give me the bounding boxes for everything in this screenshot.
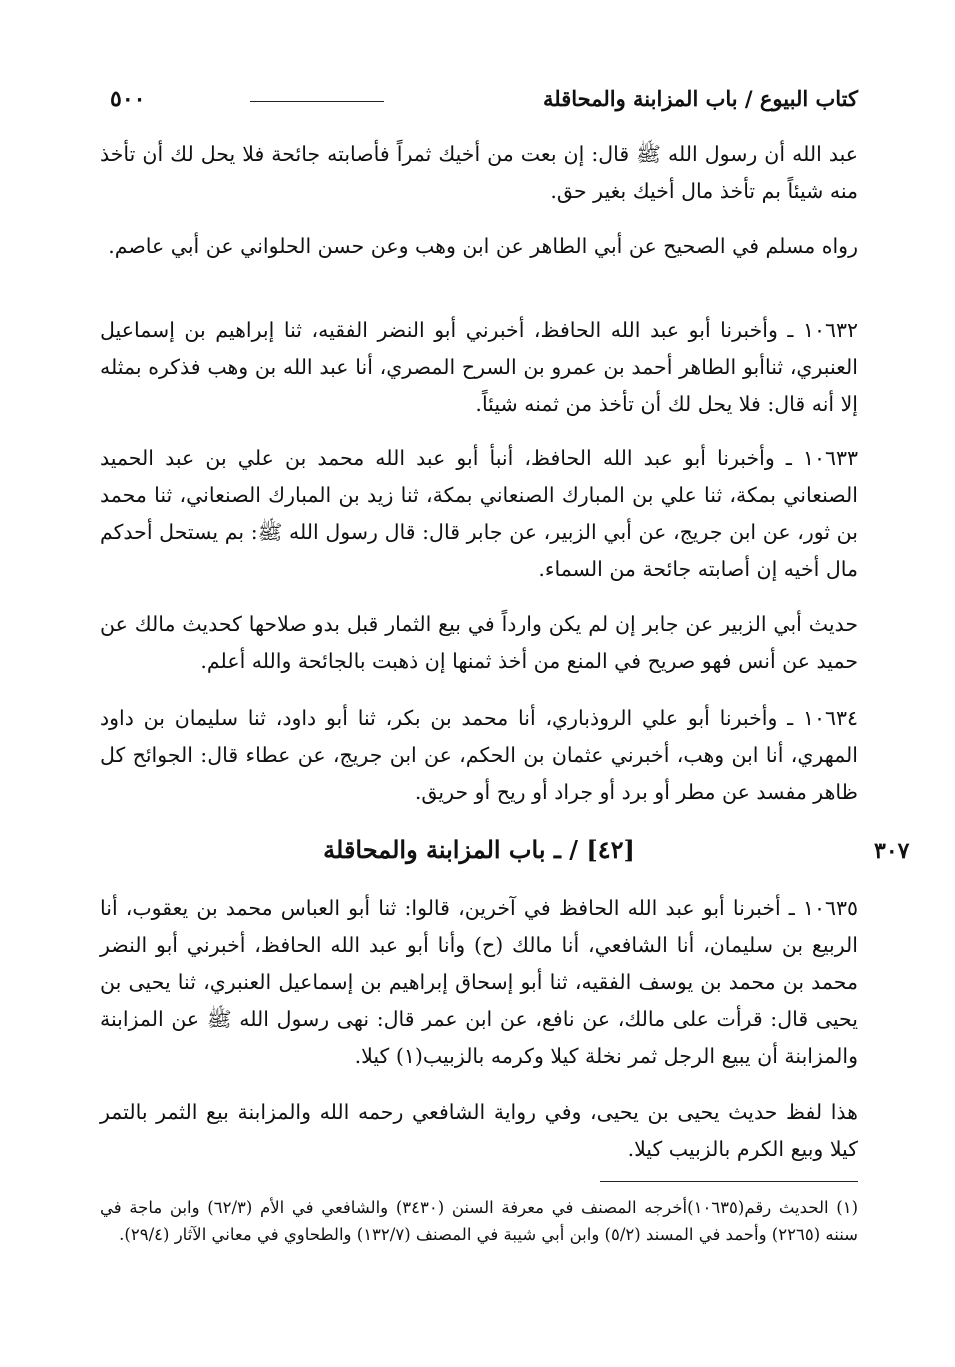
paragraph-commentary <box>100 606 858 680</box>
running-header <box>100 84 858 120</box>
paragraph-hadith-10632 <box>100 312 858 423</box>
paragraph-text: ١٠٦٣٤ ـ وأخبرنا أبو علي الروذباري، أنا محمد بن بكر، ثنا أبو داود، ثنا سليمان بن داود المهري، أنا ابن وهب، أخبرني عثمان بن الحكم، عن ابن جريج، عن عطاء قال: الجوائح كل ظاهر مفسد عن مطر أو برد أو جراد أو ريح أو حريق. <box>100 706 858 804</box>
chapter-title: [٤٢] / ـ باب المزابنة والمحاقلة <box>323 835 635 864</box>
footnote-rule <box>600 1181 858 1182</box>
paragraph-text: عبد الله أن رسول الله ﷺ قال: إن بعت من أخيك ثمراً فأصابته جائحة فلا يحل لك أن تأخذ منه شيئاً بم تأخذ مال أخيك بغير حق. <box>100 142 858 203</box>
header-rule <box>250 101 384 102</box>
paragraph-hadith-10634 <box>100 700 858 811</box>
paragraph-narration-note <box>100 228 858 265</box>
paragraph-hadith-10635 <box>100 890 858 1075</box>
paragraph-wording-note <box>100 1094 858 1168</box>
paragraph-text: ١٠٦٣٢ ـ وأخبرنا أبو عبد الله الحافظ، أخبرني أبو النضر الفقيه، ثنا إبراهيم بن إسماعيل العنبري، ثناأبو الطاهر أحمد بن عمرو بن السرح المصري، أنا عبد الله بن وهب فذكره بمثله إلا أنه قال: فلا يحل لك أن تأخذ من ثمنه شيئاً. <box>100 318 858 416</box>
paragraph-hadith-continuation <box>100 136 858 210</box>
margin-reference-number: ٣٠٧ <box>874 838 910 864</box>
paragraph-text: هذا لفظ حديث يحيى بن يحيى، وفي رواية الشافعي رحمه الله والمزابنة بيع الثمر بالتمر كيلا وبيع الكرم بالزبيب كيلا. <box>100 1100 858 1161</box>
footnote-text: (١) الحديث رقم(١٠٦٣٥)أخرجه المصنف في معرفة السنن (٣٤٣٠) والشافعي في الأم (٦٢/٣) وابن ماجة في سننه (٢٢٦٥) وأحمد في المسند (٥/٢) وابن أبي شيبة في المصنف (١٣٢/٧) والطحاوي في معاني الآثار (٢٩/٤). <box>100 1198 859 1244</box>
paragraph-text: ١٠٦٣٣ ـ وأخبرنا أبو عبد الله الحافظ، أنبأ أبو عبد الله محمد بن علي بن عبد الحميد الصنعاني بمكة، ثنا علي بن المبارك الصنعاني بمكة، ثنا زيد بن المبارك الصنعاني، ثنا محمد بن ثور، عن ابن جريج، عن أبي الزبير، عن جابر قال: قال رسول الله ﷺ: بم يستحل أحدكم مال أخيه إن أصابته جائحة من السماء. <box>100 446 858 581</box>
paragraph-hadith-10633 <box>100 440 858 588</box>
paragraph-text: حديث أبي الزبير عن جابر إن لم يكن وارداً في بيع الثمار قبل بدو صلاحها كحديث مالك عن حميد عن أنس فهو صريح في المنع من أخذ ثمنها إن ذهبت بالجائحة والله أعلم. <box>100 612 858 673</box>
paragraph-text: رواه مسلم في الصحيح عن أبي الطاهر عن ابن وهب وعن حسن الحلواني عن أبي عاصم. <box>108 234 858 258</box>
header-title: كتاب البيوع / باب المزابنة والمحاقلة <box>543 86 858 111</box>
footnote <box>100 1194 858 1248</box>
page-number: ٥٠٠ <box>110 86 146 112</box>
paragraph-text: ١٠٦٣٥ ـ أخبرنا أبو عبد الله الحافظ في آخرين، قالوا: ثنا أبو العباس محمد بن يعقوب، أنا الربيع بن سليمان، أنا الشافعي، أنا مالك (ح) وأنا أبو عبد الله الحافظ، أخبرني أبو النضر محمد بن محمد بن يوسف الفقيه، ثنا أبو إسحاق إبراهيم بن إسماعيل العنبري، ثنا يحيى بن يحيى قال: قرأت على مالك، عن نافع، عن ابن عمر قال: نهى رسول الله ﷺ عن المزابنة والمزابنة أن يبيع الرجل ثمر نخلة كيلا وكرمه بالزبيب(١) كيلا. <box>100 896 858 1068</box>
chapter-heading <box>100 828 858 872</box>
